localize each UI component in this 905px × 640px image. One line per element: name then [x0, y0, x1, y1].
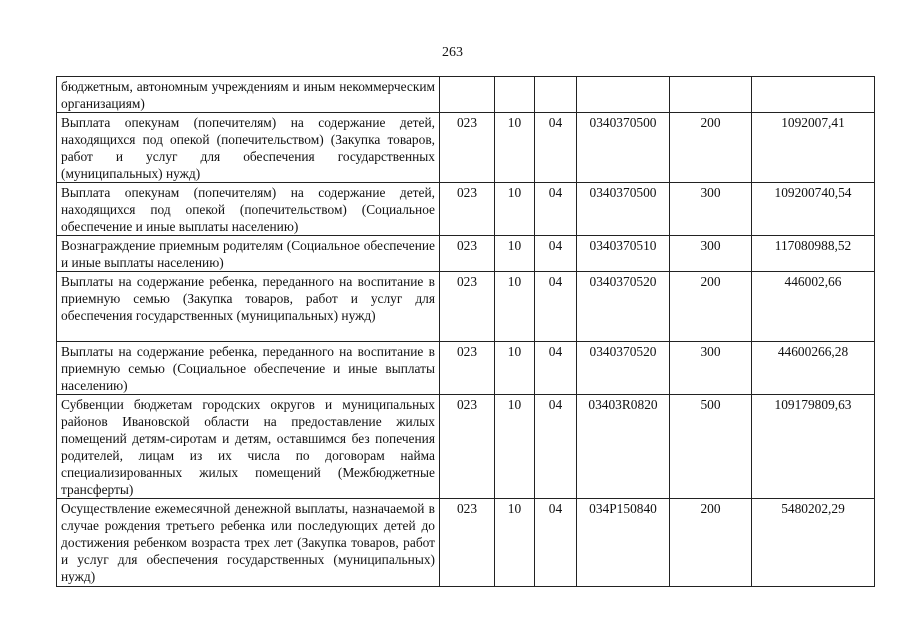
amount: 5480202,29 — [752, 499, 875, 587]
row-description: Выплата опекунам (попечителям) на содержание детей, находящихся под опекой (попечительством) (Закупка товаров, работ и услуг для обеспечения государственных (муниципальных) нужд) — [57, 113, 440, 183]
subsection-code — [535, 77, 577, 113]
table-row — [57, 236, 875, 272]
expense-type-code — [670, 77, 752, 113]
row-description: Выплаты на содержание ребенка, переданного на воспитание в приемную семью (Социальное обеспечение и иные выплаты населению) — [57, 342, 440, 395]
target-article-code: 0340370520 — [577, 272, 670, 342]
row-description: Субвенции бюджетам городских округов и муниципальных районов Ивановской области на предоставление жилых помещений детям-сиротам и детям, оставшимся без попечения родителей, лицам из их числа по договорам найма специализированных жилых помещений (Межбюджетные трансферты) — [57, 395, 440, 499]
expense-type-code: 300 — [670, 236, 752, 272]
section-code: 10 — [495, 113, 535, 183]
section-code: 10 — [495, 272, 535, 342]
row-description: Выплаты на содержание ребенка, переданного на воспитание в приемную семью (Закупка товаров, работ и услуг для обеспечения государственных (муниципальных) нужд) — [57, 272, 440, 342]
amount: 117080988,52 — [752, 236, 875, 272]
section-code: 10 — [495, 395, 535, 499]
row-description: Осуществление ежемесячной денежной выплаты, назначаемой в случае рождения третьего ребенка или последующих детей до достижения ребенком возраста трех лет (Закупка товаров, работ и услуг для обеспечения государственных (муниципальных) нужд) — [57, 499, 440, 587]
row-description: бюджетным, автономным учреждениям и иным некоммерческим организациям) — [57, 77, 440, 113]
amount: 109200740,54 — [752, 183, 875, 236]
section-code: 10 — [495, 499, 535, 587]
table-row — [57, 113, 875, 183]
subsection-code: 04 — [535, 183, 577, 236]
expense-type-code: 500 — [670, 395, 752, 499]
section-code: 10 — [495, 342, 535, 395]
target-article-code: 0340370520 — [577, 342, 670, 395]
section-code: 10 — [495, 183, 535, 236]
row-description: Вознаграждение приемным родителям (Социальное обеспечение и иные выплаты населению) — [57, 236, 440, 272]
amount: 44600266,28 — [752, 342, 875, 395]
table-row — [57, 499, 875, 587]
ministry-code: 023 — [440, 236, 495, 272]
ministry-code: 023 — [440, 342, 495, 395]
budget-table — [56, 76, 875, 587]
table-row — [57, 77, 875, 113]
section-code — [495, 77, 535, 113]
table-row — [57, 272, 875, 342]
row-description: Выплата опекунам (попечителям) на содержание детей, находящихся под опекой (попечительством) (Социальное обеспечение и иные выплаты населению) — [57, 183, 440, 236]
subsection-code: 04 — [535, 272, 577, 342]
expense-type-code: 200 — [670, 272, 752, 342]
subsection-code: 04 — [535, 395, 577, 499]
expense-type-code: 200 — [670, 113, 752, 183]
ministry-code — [440, 77, 495, 113]
table-row — [57, 395, 875, 499]
subsection-code: 04 — [535, 113, 577, 183]
ministry-code: 023 — [440, 183, 495, 236]
ministry-code: 023 — [440, 499, 495, 587]
amount: 446002,66 — [752, 272, 875, 342]
subsection-code: 04 — [535, 342, 577, 395]
target-article-code — [577, 77, 670, 113]
target-article-code: 0340370510 — [577, 236, 670, 272]
table-row — [57, 183, 875, 236]
target-article-code: 03403R0820 — [577, 395, 670, 499]
ministry-code: 023 — [440, 113, 495, 183]
target-article-code: 0340370500 — [577, 183, 670, 236]
table-row — [57, 342, 875, 395]
amount: 109179809,63 — [752, 395, 875, 499]
ministry-code: 023 — [440, 272, 495, 342]
expense-type-code: 300 — [670, 183, 752, 236]
amount — [752, 77, 875, 113]
target-article-code: 0340370500 — [577, 113, 670, 183]
subsection-code: 04 — [535, 236, 577, 272]
ministry-code: 023 — [440, 395, 495, 499]
page-number: 263 — [442, 45, 463, 60]
expense-type-code: 300 — [670, 342, 752, 395]
target-article-code: 034P150840 — [577, 499, 670, 587]
section-code: 10 — [495, 236, 535, 272]
amount: 1092007,41 — [752, 113, 875, 183]
expense-type-code: 200 — [670, 499, 752, 587]
subsection-code: 04 — [535, 499, 577, 587]
